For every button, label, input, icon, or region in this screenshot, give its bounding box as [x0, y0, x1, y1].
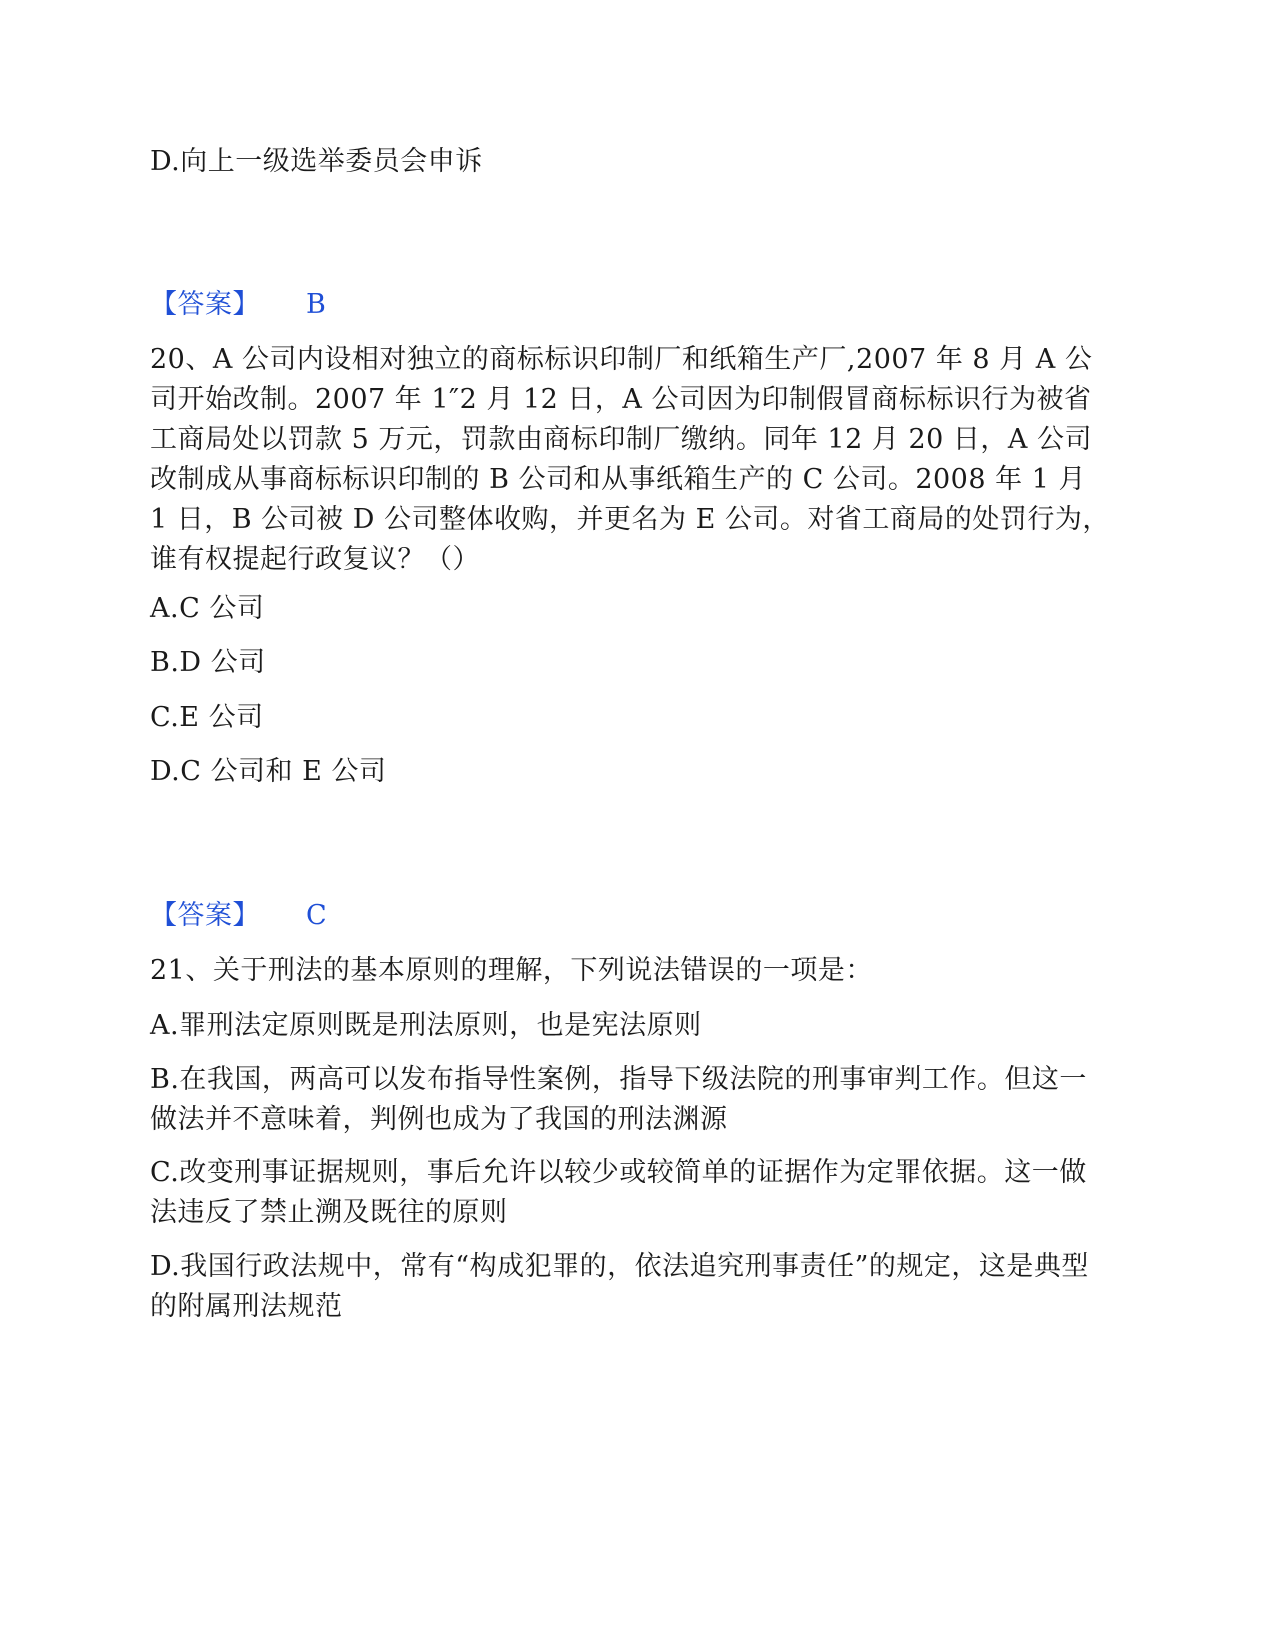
answer-label: 【答案】 — [150, 289, 260, 320]
answer-label: 【答案】 — [150, 900, 260, 931]
q20-option-a: A.C 公司 — [150, 593, 265, 624]
answer-value: B — [306, 289, 327, 320]
q20-option-c: C.E 公司 — [150, 702, 264, 733]
q20-option-d: D.C 公司和 E 公司 — [150, 756, 387, 787]
answer-value: C — [306, 900, 328, 931]
q21-stem: 21、关于刑法的基本原则的理解，下列说法错误的一项是： — [150, 955, 873, 986]
answer-20 — [150, 896, 327, 936]
q21-option-d: D.我国行政法规中，常有“构成犯罪的，依法追究刑事责任”的规定，这是典型的附属刑法规范 — [150, 1251, 1089, 1322]
q20-stem: 20、A 公司内设相对独立的商标标识印制厂和纸箱生产厂,2007 年 8 月 A 公司开始改制。2007 年 1″2 月 12 日，A 公司因为印制假冒商标标识行为被省工商局处以罚款 5 万元，罚款由商标印制厂缴纳。同年 12 月 20 日，A 公司改制成从事商标标识印制的 B 公司和从事纸箱生产的 C 公司。2008 年 1 月 1 日，B 公司被 D 公司整体收购，并更名为 E 公司。对省工商局的处罚行为，谁有权提起行政复议？（） — [150, 344, 1110, 575]
q21-option-b: B.在我国，两高可以发布指导性案例，指导下级法院的刑事审判工作。但这一做法并不意味着，判例也成为了我国的刑法渊源 — [150, 1064, 1087, 1135]
q21-option-a: A.罪刑法定原则既是刑法原则，也是宪法原则 — [150, 1010, 702, 1041]
q21-option-c: C.改变刑事证据规则，事后允许以较少或较简单的证据作为定罪依据。这一做法违反了禁止溯及既往的原则 — [150, 1157, 1087, 1228]
answer-19 — [150, 285, 326, 325]
q19-option-d: D.向上一级选举委员会申诉 — [150, 146, 483, 177]
q20-option-b: B.D 公司 — [150, 647, 266, 678]
